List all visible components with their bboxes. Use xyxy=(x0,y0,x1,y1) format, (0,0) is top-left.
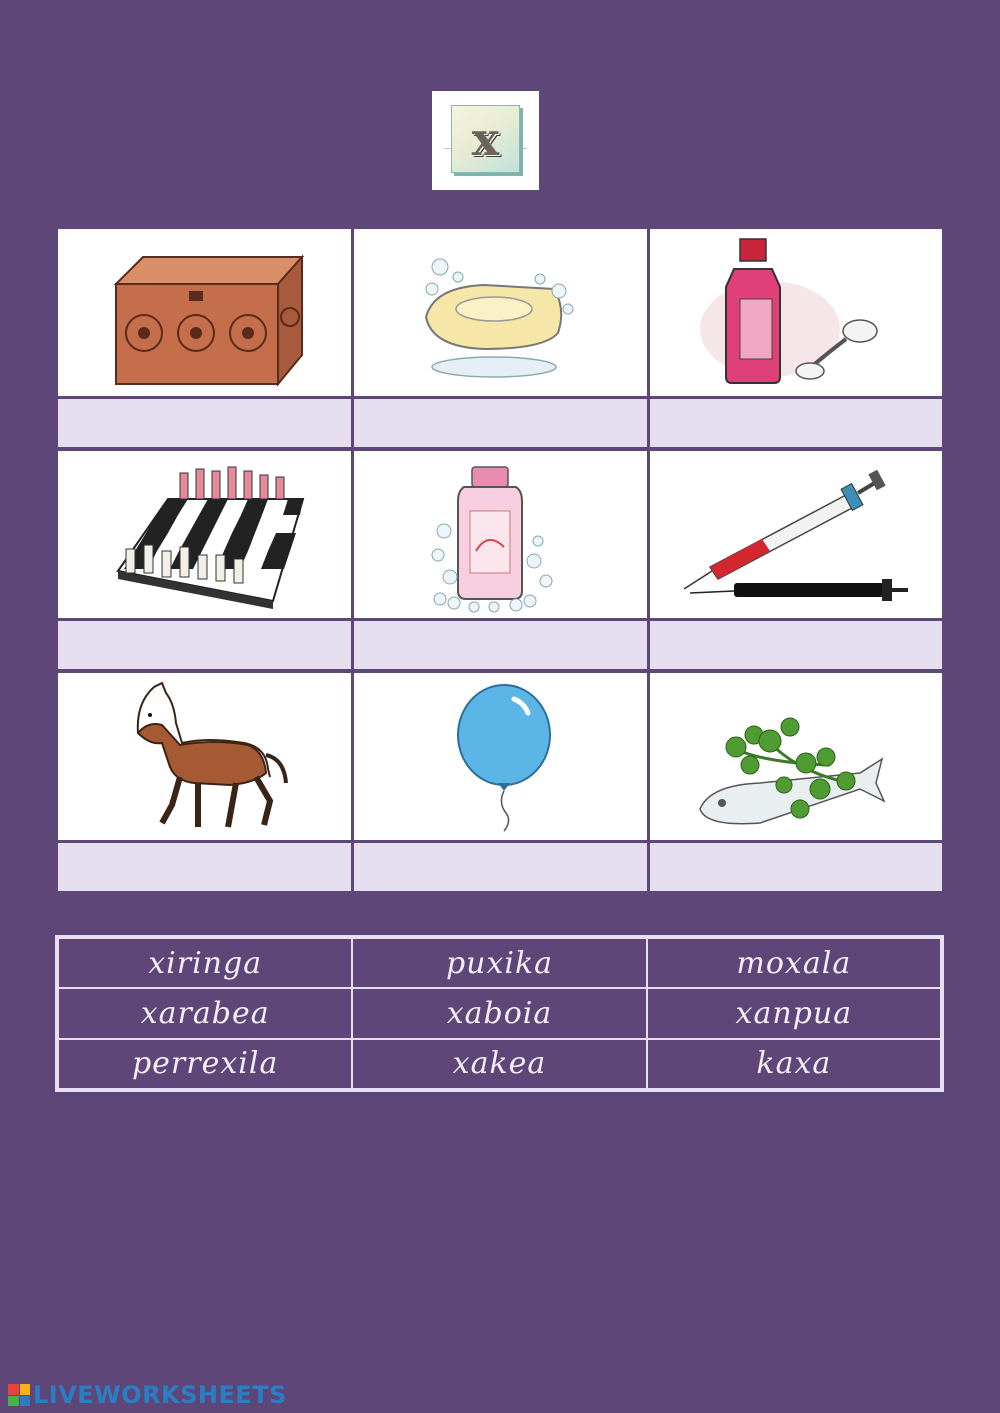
picture-frame xyxy=(354,673,647,840)
picture-cell xyxy=(58,673,351,891)
word-bank-item: moxala xyxy=(647,938,941,988)
picture-cell xyxy=(650,673,942,891)
carved-chest-icon xyxy=(58,229,351,396)
brand-name: LIVEWORKSHEETS xyxy=(33,1381,287,1409)
answer-box[interactable] xyxy=(354,399,647,447)
word-bank-item: kaxa xyxy=(647,1039,941,1089)
answer-box[interactable] xyxy=(58,399,351,447)
answer-box[interactable] xyxy=(58,621,351,669)
word-bank-item: xakea xyxy=(352,1039,646,1089)
word-bank-item: puxika xyxy=(352,938,646,988)
syrup-bottle-spoon-icon xyxy=(650,229,942,396)
picture-cell xyxy=(58,451,351,669)
answer-box[interactable] xyxy=(354,843,647,891)
answer-box[interactable] xyxy=(650,843,942,891)
letter-glyph: x xyxy=(471,112,500,166)
picture-frame xyxy=(354,229,647,396)
picture-cell xyxy=(650,229,942,447)
answer-box[interactable] xyxy=(650,399,942,447)
picture-frame xyxy=(58,451,351,618)
letter-tile xyxy=(451,105,520,173)
letter-card xyxy=(432,91,539,190)
picture-grid xyxy=(58,229,942,891)
word-bank-item: xaboia xyxy=(352,988,646,1038)
picture-frame xyxy=(58,229,351,396)
picture-frame xyxy=(650,229,942,396)
picture-cell xyxy=(650,451,942,669)
fish-parsley-icon xyxy=(650,673,942,840)
footer-logo[interactable] xyxy=(8,1382,287,1408)
picture-frame xyxy=(58,673,351,840)
picture-frame xyxy=(650,451,942,618)
word-bank xyxy=(55,935,944,1092)
picture-frame xyxy=(650,673,942,840)
word-bank-item: xarabea xyxy=(58,988,352,1038)
answer-box[interactable] xyxy=(354,621,647,669)
picture-cell xyxy=(354,673,647,891)
shampoo-bottle-icon xyxy=(354,451,647,618)
answer-box[interactable] xyxy=(650,621,942,669)
picture-frame xyxy=(354,451,647,618)
picture-cell xyxy=(58,229,351,447)
picture-cell xyxy=(354,451,647,669)
soap-bar-icon xyxy=(354,229,647,396)
foal-icon xyxy=(58,673,351,840)
word-bank-item: xanpua xyxy=(647,988,941,1038)
balloon-icon xyxy=(354,673,647,840)
word-bank-item: xiringa xyxy=(58,938,352,988)
chessboard-icon xyxy=(58,451,351,618)
syringes-icon xyxy=(650,451,942,618)
answer-box[interactable] xyxy=(58,843,351,891)
liveworksheets-logo-icon xyxy=(8,1384,30,1406)
picture-cell xyxy=(354,229,647,447)
word-bank-item: perrexila xyxy=(58,1039,352,1089)
